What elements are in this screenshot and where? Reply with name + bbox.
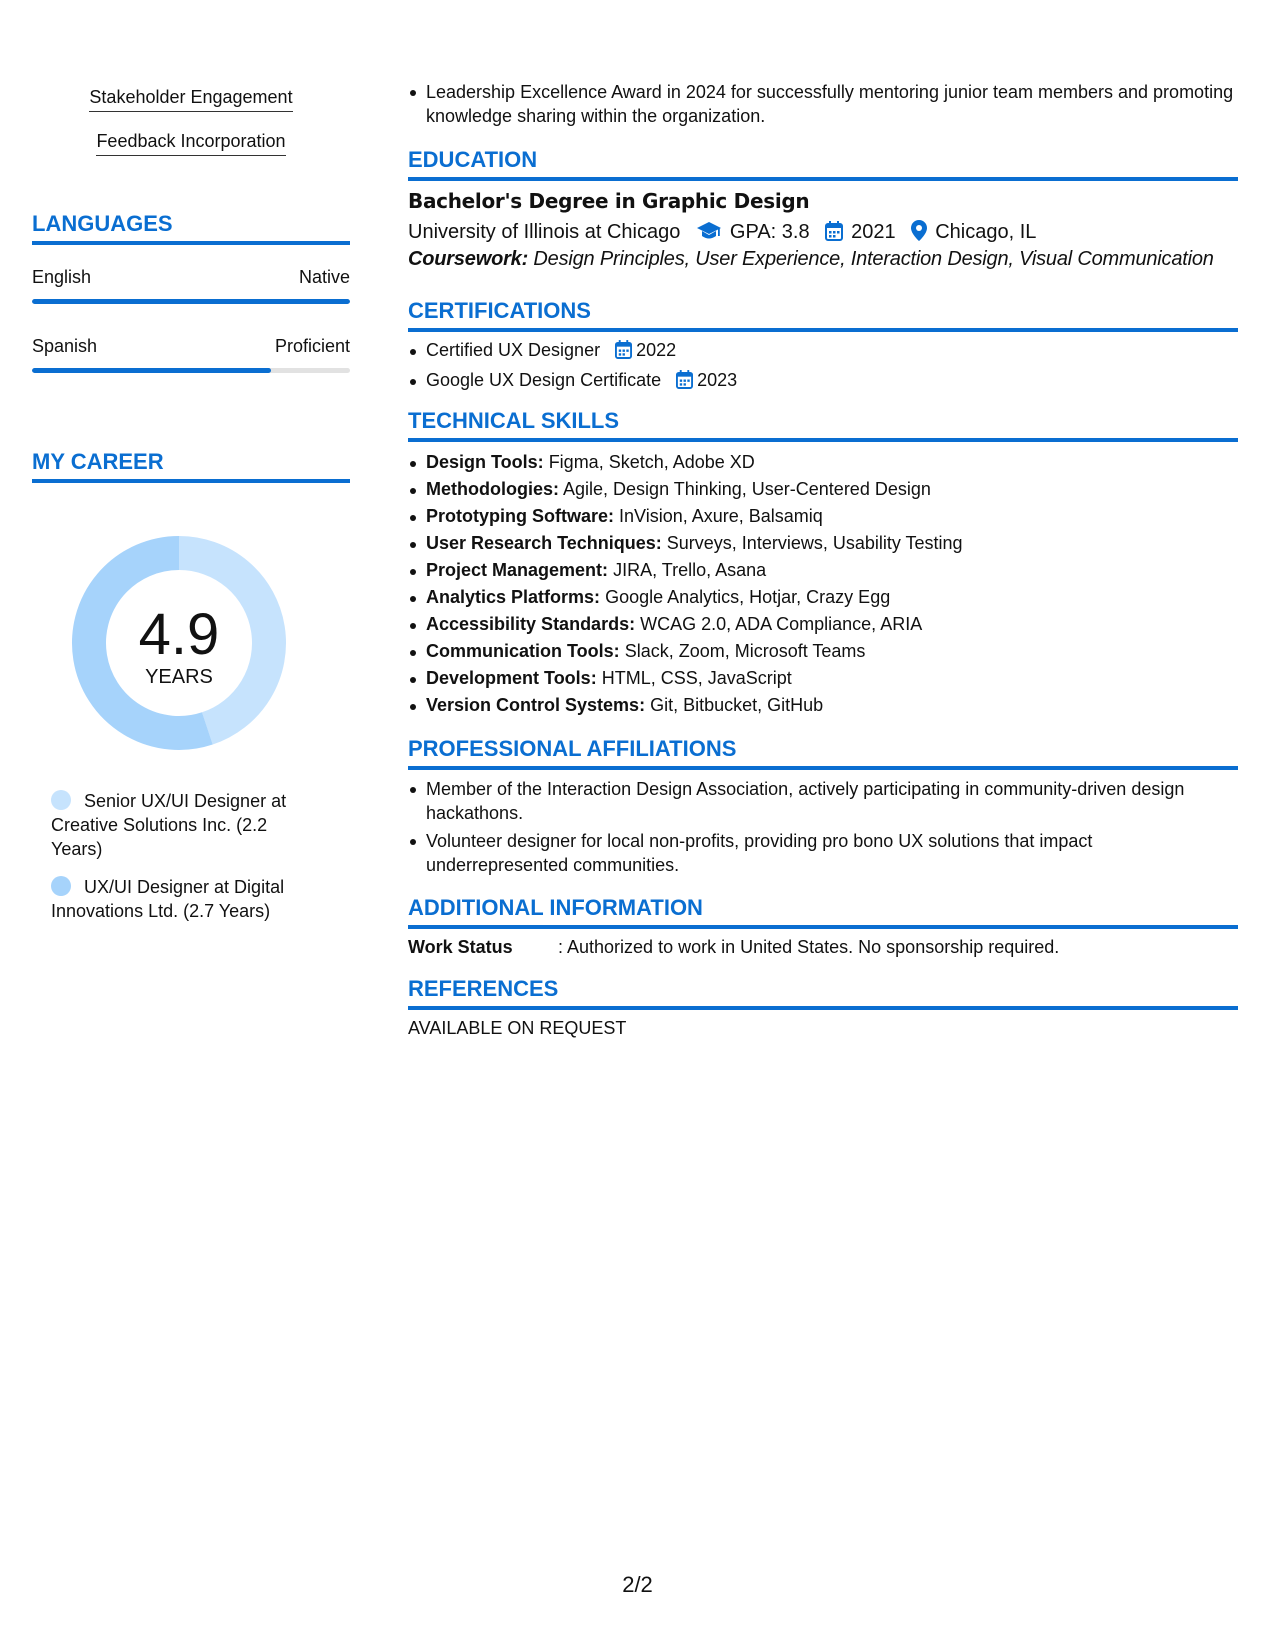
legend-dot [51,790,71,810]
career-donut-chart [66,530,292,756]
calendar-icon [676,370,693,397]
language-level: Native [298,267,350,287]
list-item: Member of the Interaction Design Association, actively participating in community-driven design hackathons. [408,777,1238,825]
references-text: AVAILABLE ON REQUEST [408,1018,627,1038]
coursework-text: Design Principles, User Experience, Interaction Design, Visual Communication [533,248,1214,270]
graduation-cap-icon [696,221,722,248]
list-item: Volunteer designer for local non-profits, providing pro bono UX solutions that impact underrepresented communities. [408,829,1238,877]
work-status-text: : Authorized to work in United States. No sponsorship required. [558,937,1060,957]
language-level: Proficient [274,336,350,356]
location: Chicago, IL [935,221,1037,243]
list-item: Analytics Platforms: Google Analytics, Hotjar, Crazy Egg [408,584,1238,611]
calendar-icon [825,221,843,248]
career-total-years: 4.9 [138,602,220,667]
list-item: Google UX Design Certificate 2023 [408,367,1238,397]
location-pin-icon [911,220,927,248]
career-heading: MY CAREER [32,449,350,483]
language-name: Spanish [32,336,98,356]
degree-title: Bachelor's Degree in Graphic Design [408,189,810,213]
career-years-unit: YEARS [145,666,213,688]
list-item: Accessibility Standards: WCAG 2.0, ADA Compliance, ARIA [408,611,1238,638]
list-item: User Research Techniques: Surveys, Interviews, Usability Testing [408,530,1238,557]
list-item: Version Control Systems: Git, Bitbucket, GitHub [408,692,1238,719]
list-item: Methodologies: Agile, Design Thinking, User-Centered Design [408,476,1238,503]
gpa: GPA: 3.8 [729,221,810,243]
coursework-label: Coursework: [408,248,529,270]
language-name: English [32,267,92,287]
achievement-list [408,80,1238,128]
coursework [408,248,1214,271]
affiliations-list [408,777,1238,877]
affiliations-heading: PROFESSIONAL AFFILIATIONS [408,736,1238,770]
career-legend-item: UX/UI Designer at Digital Innovations Ltd. (2.7 Years) [51,877,285,921]
page-number: 2/2 [622,1572,653,1597]
list-item: Communication Tools: Slack, Zoom, Microsoft Teams [408,638,1238,665]
technical-skills-list [408,449,1238,719]
education-heading: EDUCATION [408,147,1238,181]
list-item: Development Tools: HTML, CSS, JavaScript [408,665,1238,692]
legend-dot [51,876,71,896]
skill-tag: Feedback Incorporation [32,130,350,156]
language-proficiency-bar [32,368,350,373]
technical-skills-heading: TECHNICAL SKILLS [408,408,1238,442]
certifications-list [408,337,1238,397]
education-details [408,219,1036,248]
skill-tag: Stakeholder Engagement [32,86,350,112]
list-item: Design Tools: Figma, Sketch, Adobe XD [408,449,1238,476]
languages-heading: LANGUAGES [32,211,350,245]
school-name: University of Illinois at Chicago [408,221,681,243]
work-status-label: Work Status [408,937,513,957]
list-item: Prototyping Software: InVision, Axure, Balsamiq [408,503,1238,530]
certifications-heading: CERTIFICATIONS [408,298,1238,332]
list-item: Certified UX Designer 2022 [408,337,1238,367]
language-proficiency-fill [32,299,350,304]
list-item: Leadership Excellence Award in 2024 for successfully mentoring junior team members and promoting knowledge sharing within the organization. [408,80,1238,128]
career-legend-item: Senior UX/UI Designer at Creative Solutions Inc. (2.2 Years) [51,791,287,859]
calendar-icon [615,340,632,367]
additional-info-heading: ADDITIONAL INFORMATION [408,895,1238,929]
language-proficiency-bar [32,299,350,304]
list-item: Project Management: JIRA, Trello, Asana [408,557,1238,584]
references-heading: REFERENCES [408,976,1238,1010]
graduation-year: 2021 [851,221,896,243]
language-proficiency-fill [32,368,271,373]
